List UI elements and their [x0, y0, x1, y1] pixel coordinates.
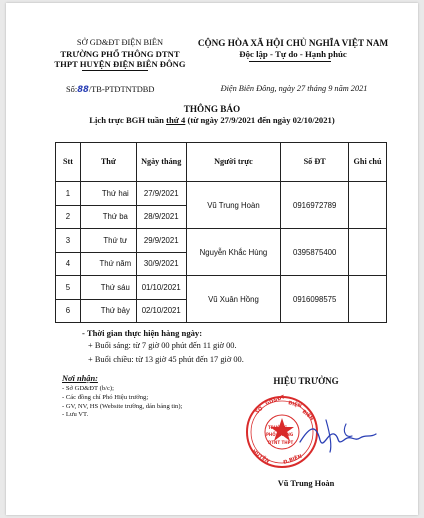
cell-date: 27/9/2021 — [136, 182, 186, 206]
subtitle-pre: Lịch trực BGH tuần — [89, 115, 167, 125]
svg-text:ĐIỆN: ĐIỆN — [287, 400, 303, 410]
document-number — [66, 84, 154, 94]
issuer-header — [42, 38, 198, 70]
cell-date: 29/9/2021 — [136, 229, 186, 253]
recipients-list — [62, 385, 182, 420]
document-subtitle — [0, 115, 424, 125]
cell-stt: 4 — [56, 252, 81, 276]
school-name-line2: THPT HUYỆN ĐIỆN BIÊN ĐÔNG — [54, 59, 186, 69]
header-person: Người trực — [186, 143, 281, 182]
header-phone: Số ĐT — [281, 143, 349, 182]
cell-stt: 3 — [56, 229, 81, 253]
cell-person: Nguyễn Khắc Hùng — [186, 229, 281, 276]
document-date: Điện Biên Đông, ngày 27 tháng 9 năm 2021 — [220, 84, 368, 93]
cell-day: Thứ bảy — [80, 299, 136, 323]
header-stt: Stt — [56, 143, 81, 182]
national-header — [188, 38, 398, 60]
cell-phone: 0916098575 — [281, 276, 349, 323]
recipient-item: - Sở GD&ĐT (b/c); — [62, 385, 114, 392]
time-label: - Thời gian thực hiện hàng ngày: — [82, 328, 203, 338]
cell-note — [349, 276, 387, 323]
cell-phone: 0395875400 — [281, 229, 349, 276]
signer-title: HIỆU TRƯỞNG — [273, 376, 339, 386]
svg-text:TRƯỜNG: TRƯỜNG — [268, 425, 288, 430]
recipients-title: Nơi nhận: — [62, 374, 98, 383]
header-day: Thứ — [80, 143, 136, 182]
time-morning: + Buổi sáng: từ 7 giờ 00 phút đến 11 giờ 00. — [88, 341, 237, 350]
cell-date: 01/10/2021 — [136, 276, 186, 300]
header-note: Ghi chú — [349, 143, 387, 182]
motto-underline — [249, 61, 331, 62]
number-prefix: Số: — [66, 85, 78, 94]
cell-note — [349, 229, 387, 276]
department-name: SỞ GD&ĐT ĐIỆN BIÊN — [76, 38, 164, 47]
cell-stt: 5 — [56, 276, 81, 300]
recipient-item: - Các đồng chí Phó Hiệu trưởng; — [62, 393, 149, 401]
nation-motto: Độc lập - Tự do - Hạnh phúc — [239, 49, 347, 59]
header-date: Ngày tháng — [136, 143, 186, 182]
svg-text:GD&ĐT: GD&ĐT — [264, 394, 286, 407]
time-afternoon: + Buổi chiều: từ 13 giờ 45 phút đến 17 giờ 00. — [88, 355, 244, 364]
cell-day: Thứ tư — [80, 229, 136, 253]
table-row — [56, 182, 387, 206]
recipient-item: - GV, NV, HS (Website trường, dán bảng tin); — [62, 402, 183, 410]
issuer-underline — [82, 70, 148, 71]
signer-name: Vũ Trung Hoàn — [277, 479, 335, 488]
nation-title: CỘNG HÒA XÃ HỘI CHỦ NGHĨA VIỆT NAM — [197, 38, 389, 48]
cell-phone: 0916972789 — [281, 182, 349, 229]
subtitle-week: thứ 4 — [166, 115, 186, 125]
table-row — [56, 276, 387, 300]
school-name-line1: TRƯỜNG PHỔ THÔNG DTNT — [60, 48, 180, 59]
cell-date: 02/10/2021 — [136, 299, 186, 323]
cell-day: Thứ hai — [80, 182, 136, 206]
cell-stt: 1 — [56, 182, 81, 206]
svg-text:SỞ: SỞ — [254, 405, 265, 416]
cell-day: Thứ năm — [80, 252, 136, 276]
svg-text:DTNT THPT: DTNT THPT — [268, 440, 294, 445]
cell-day: Thứ ba — [80, 205, 136, 229]
number-suffix: /TB-PTDTNTDBD — [88, 85, 155, 94]
recipient-item: - Lưu VT. — [62, 411, 89, 419]
svg-text:Đ.BIÊN: Đ.BIÊN — [282, 453, 303, 466]
table-row — [56, 229, 387, 253]
cell-stt: 6 — [56, 299, 81, 323]
cell-date: 30/9/2021 — [136, 252, 186, 276]
cell-day: Thứ sáu — [80, 276, 136, 300]
cell-date: 28/9/2021 — [136, 205, 186, 229]
cell-stt: 2 — [56, 205, 81, 229]
handwritten-number: 88 — [77, 84, 89, 94]
signature-icon — [296, 412, 380, 456]
svg-text:BIÊN: BIÊN — [300, 408, 315, 423]
svg-text:PHỔ THÔNG: PHỔ THÔNG — [266, 432, 294, 437]
svg-text:HUYỆN: HUYỆN — [250, 448, 271, 465]
table-header-row — [56, 143, 387, 182]
document-title: THÔNG BÁO — [183, 104, 241, 114]
duty-schedule-table — [55, 142, 387, 323]
cell-person: Vũ Trung Hoàn — [186, 182, 281, 229]
cell-person: Vũ Xuân Hồng — [186, 276, 281, 323]
cell-note — [349, 182, 387, 229]
subtitle-post: (từ ngày 27/9/2021 đến ngày 02/10/2021) — [185, 115, 335, 125]
